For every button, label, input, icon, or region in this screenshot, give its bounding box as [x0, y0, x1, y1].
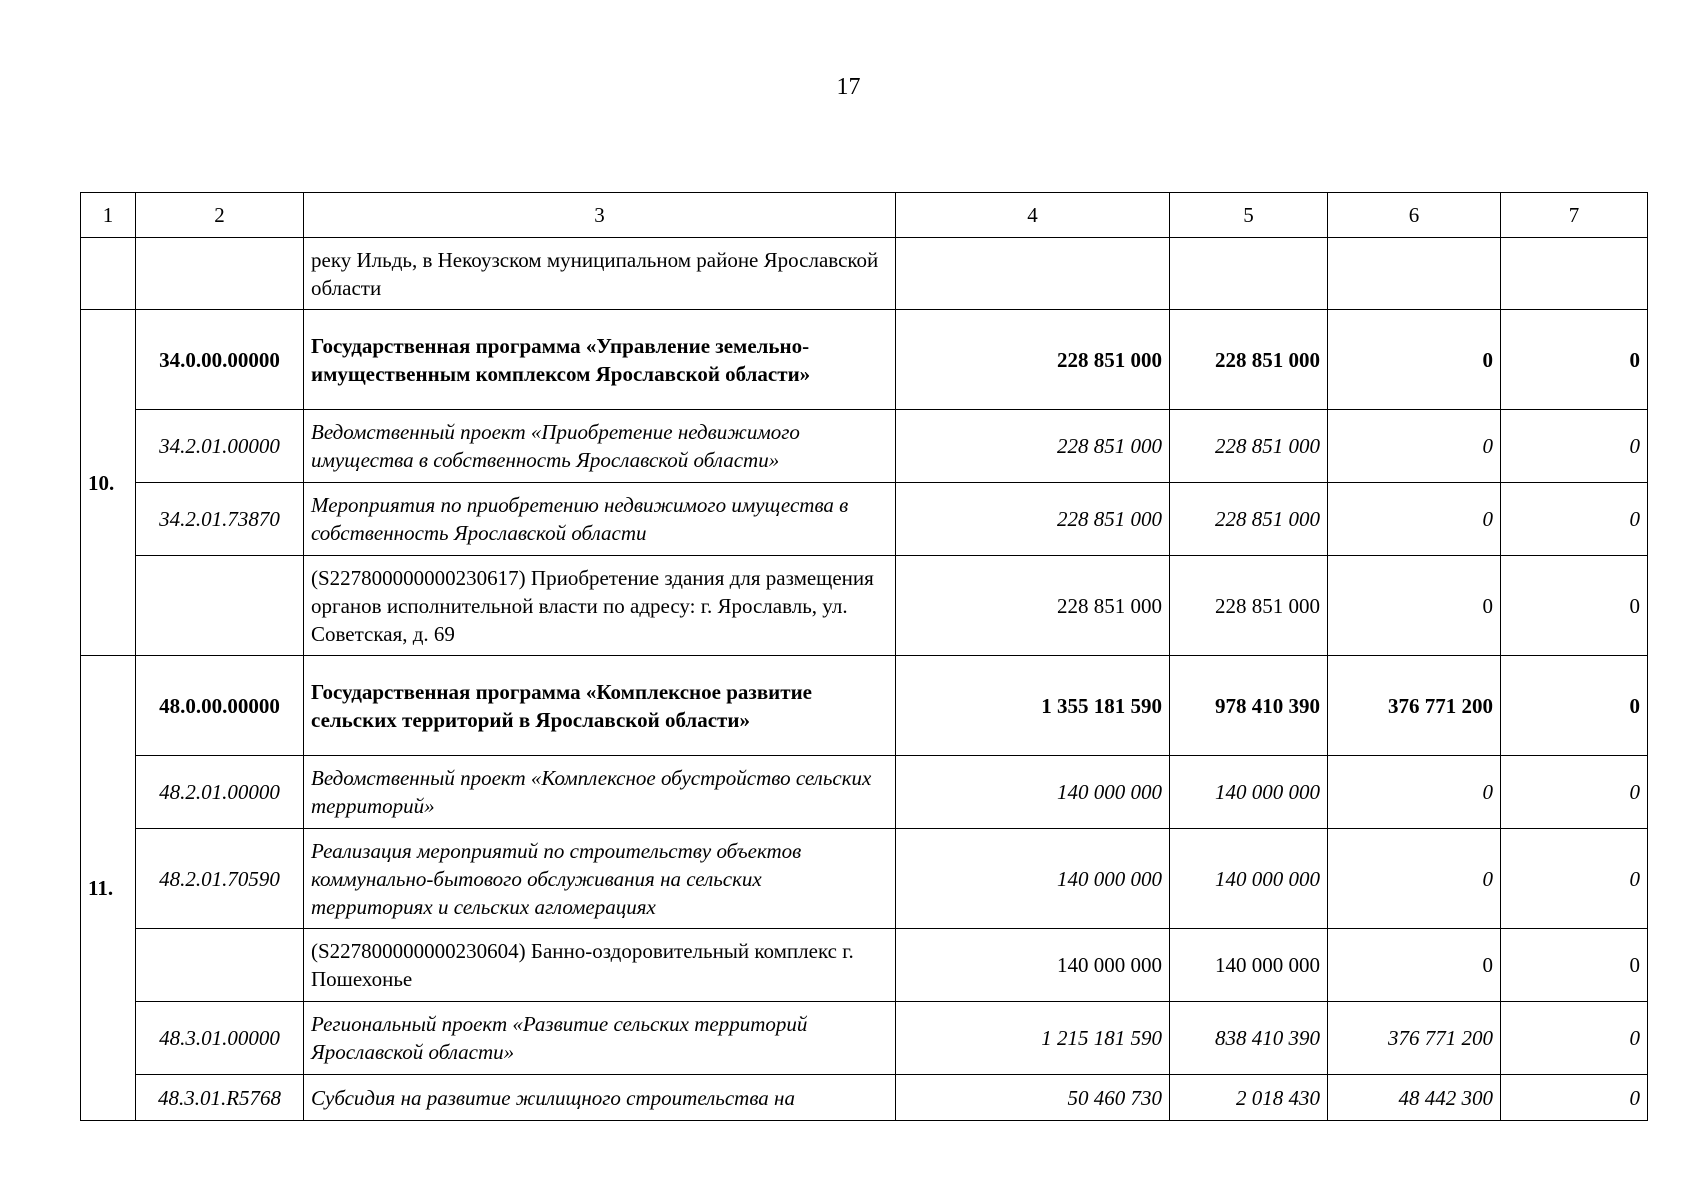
budget-code: 34.2.01.00000	[136, 410, 304, 483]
amount-col6: 0	[1328, 310, 1501, 410]
row-number: 11.	[81, 656, 136, 1121]
table-row	[81, 656, 1648, 756]
amount-col5	[1170, 238, 1328, 310]
col-header-5: 5	[1170, 193, 1328, 238]
amount-col4: 140 000 000	[896, 929, 1170, 1002]
table-row	[81, 756, 1648, 829]
amount-col5: 140 000 000	[1170, 756, 1328, 829]
amount-col7	[1501, 238, 1648, 310]
amount-col6: 376 771 200	[1328, 656, 1501, 756]
table-row	[81, 310, 1648, 410]
budget-code	[136, 556, 304, 656]
amount-col4: 228 851 000	[896, 483, 1170, 556]
table-row	[81, 410, 1648, 483]
budget-code	[136, 238, 304, 310]
amount-col6	[1328, 238, 1501, 310]
amount-col4: 1 215 181 590	[896, 1002, 1170, 1075]
budget-code: 34.2.01.73870	[136, 483, 304, 556]
budget-code: 48.2.01.70590	[136, 829, 304, 929]
amount-col7: 0	[1501, 1075, 1648, 1121]
amount-col5: 228 851 000	[1170, 410, 1328, 483]
page-number: 17	[836, 74, 861, 100]
row-number: 10.	[81, 310, 136, 656]
table-row	[81, 238, 1648, 310]
amount-col7: 0	[1501, 410, 1648, 483]
amount-col5: 978 410 390	[1170, 656, 1328, 756]
item-name: Региональный проект «Развитие сельских территорий Ярославской области»	[304, 1002, 896, 1075]
amount-col5: 140 000 000	[1170, 829, 1328, 929]
amount-col5: 140 000 000	[1170, 929, 1328, 1002]
amount-col7: 0	[1501, 756, 1648, 829]
budget-table	[80, 192, 1648, 1121]
item-name: Субсидия на развитие жилищного строительства на	[304, 1075, 896, 1121]
amount-col5: 838 410 390	[1170, 1002, 1328, 1075]
amount-col4: 1 355 181 590	[896, 656, 1170, 756]
amount-col4: 228 851 000	[896, 410, 1170, 483]
col-header-3: 3	[304, 193, 896, 238]
amount-col4: 228 851 000	[896, 556, 1170, 656]
amount-col7: 0	[1501, 483, 1648, 556]
item-name: Ведомственный проект «Приобретение недвижимого имущества в собственность Ярославской области»	[304, 410, 896, 483]
amount-col7: 0	[1501, 1002, 1648, 1075]
table-row	[81, 556, 1648, 656]
amount-col4: 228 851 000	[896, 310, 1170, 410]
amount-col6: 0	[1328, 483, 1501, 556]
amount-col4: 140 000 000	[896, 829, 1170, 929]
col-header-7: 7	[1501, 193, 1648, 238]
amount-col5: 2 018 430	[1170, 1075, 1328, 1121]
col-header-6: 6	[1328, 193, 1501, 238]
table-row	[81, 1002, 1648, 1075]
amount-col7: 0	[1501, 310, 1648, 410]
header-row	[81, 193, 1648, 238]
amount-col6: 0	[1328, 556, 1501, 656]
budget-code: 48.0.00.00000	[136, 656, 304, 756]
amount-col6: 0	[1328, 410, 1501, 483]
col-header-1: 1	[81, 193, 136, 238]
amount-col6: 0	[1328, 929, 1501, 1002]
table-row	[81, 929, 1648, 1002]
item-name: (S227800000000230617) Приобретение здания для размещения органов исполнительной власти по адресу: г. Ярославль, ул. Советская, д. 69	[304, 556, 896, 656]
amount-col6: 48 442 300	[1328, 1075, 1501, 1121]
item-name: Ведомственный проект «Комплексное обустройство сельских территорий»	[304, 756, 896, 829]
amount-col5: 228 851 000	[1170, 310, 1328, 410]
item-name: Государственная программа «Управление земельно-имущественным комплексом Ярославской области»	[304, 310, 896, 410]
item-name: Мероприятия по приобретению недвижимого имущества в собственность Ярославской области	[304, 483, 896, 556]
row-number	[81, 238, 136, 310]
col-header-2: 2	[136, 193, 304, 238]
item-name: (S227800000000230604) Банно-оздоровительный комплекс г. Пошехонье	[304, 929, 896, 1002]
table-row	[81, 483, 1648, 556]
budget-code	[136, 929, 304, 1002]
amount-col4: 140 000 000	[896, 756, 1170, 829]
amount-col5: 228 851 000	[1170, 483, 1328, 556]
item-name: Реализация мероприятий по строительству объектов коммунально-бытового обслуживания на сельских территориях и сельских агломерациях	[304, 829, 896, 929]
amount-col4: 50 460 730	[896, 1075, 1170, 1121]
col-header-4: 4	[896, 193, 1170, 238]
amount-col5: 228 851 000	[1170, 556, 1328, 656]
budget-code: 48.3.01.R5768	[136, 1075, 304, 1121]
amount-col4	[896, 238, 1170, 310]
table-row	[81, 829, 1648, 929]
amount-col6: 376 771 200	[1328, 1002, 1501, 1075]
budget-code: 48.3.01.00000	[136, 1002, 304, 1075]
table-row	[81, 1075, 1648, 1121]
item-name: Государственная программа «Комплексное развитие сельских территорий в Ярославской области»	[304, 656, 896, 756]
amount-col7: 0	[1501, 656, 1648, 756]
amount-col6: 0	[1328, 829, 1501, 929]
amount-col7: 0	[1501, 929, 1648, 1002]
amount-col7: 0	[1501, 556, 1648, 656]
amount-col6: 0	[1328, 756, 1501, 829]
budget-code: 48.2.01.00000	[136, 756, 304, 829]
item-name: реку Ильдь, в Некоузском муниципальном районе Ярославской области	[304, 238, 896, 310]
amount-col7: 0	[1501, 829, 1648, 929]
budget-code: 34.0.00.00000	[136, 310, 304, 410]
